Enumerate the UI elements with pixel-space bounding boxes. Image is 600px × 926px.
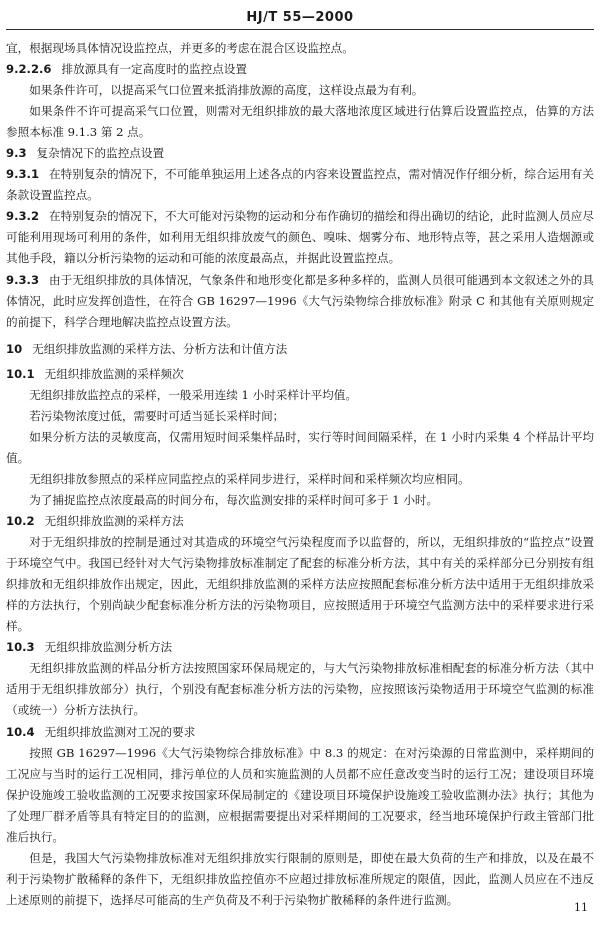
section-text: 由于无组织排放的具体情况，气象条件和地形变化都是多种多样的，监测人员很可能遇到本文叙述之外的具体情况，此时应发挥创造性，在符合 GB 16297—1996《大气污染物综合排放标准》附录 C 和其他有关原则规定的前提下，科学合理地解决监控点设置方法。 <box>6 272 594 329</box>
document-body <box>6 38 594 911</box>
numbered-clause <box>6 206 594 269</box>
paragraph: 但是，我国大气污染物排放标准对无组织排放实行限制的原则是，即使在最大负荷的生产和排放，以及在最不利于污染物扩散稀释的条件下，无组织排放监控值亦不应超过排放标准所规定的限值，因此，监测人员应在不违反上述原则的前提下，选择尽可能高的生产负荷及不利于污染物扩散稀释的条件进行监测。 <box>6 850 594 907</box>
paragraph: 对于无组织排放的控制是通过对其造成的环境空气污染程度而予以监督的，所以，无组织排放的“监控点”设置于环境空气中。我国已经针对大气污染物排放标准制定了配套的标准分析方法，其中有关的采样部分已分别按有组织排放和无组织排放作出规定，因此，无组织排放监测的采样方法应按照配套标准分析方法中适用于无组织排放采样的方法执行，个别尚缺少配套标准分析方法的污染物项目，应按照适用于环境空气监测方法中的采样要求进行采样。 <box>6 535 594 634</box>
paragraph: 无组织排放参照点的采样应同监控点的采样同步进行，采样时间和采样频次均应相同。 <box>29 471 470 486</box>
section-number: 10 <box>6 341 23 356</box>
document-code-header: HJ/T 55—2000 <box>246 10 354 25</box>
section-text: 无组织排放监测分析方法 <box>44 640 173 655</box>
section-heading <box>6 59 594 80</box>
section-number: 9.2.2.6 <box>6 62 52 77</box>
section-heading <box>6 511 594 532</box>
section-number: 9.3.3 <box>6 272 40 287</box>
section-number: 10.3 <box>6 640 35 655</box>
section-heading <box>6 364 594 385</box>
page-number: 11 <box>574 901 588 914</box>
section-number: 9.3.1 <box>6 167 40 182</box>
section-text: 复杂情况下的监控点设置 <box>36 146 165 161</box>
paragraph: 按照 GB 16297—1996《大气污染物综合排放标准》中 8.3 的规定：在对污染源的日常监测中，采样期间的工况应与当时的运行工况相同，排污单位的人员和实施监测的人员都不应任意改变当时的运行工况；建设项目环境保护设施竣工验收监测的工况要求按国家环保局制定的《建设项目环境保护设施竣工验收监测办法》执行；其他为了处理厂群矛盾等具有特定目的的监测，应根据需要提出对采样期间的工况要求，经当地环境保护行政主管部门批准后执行。 <box>6 745 594 844</box>
section-text: 无组织排放监测的采样频次 <box>44 366 184 381</box>
paragraph: 若污染物浓度过低，需要时可适当延长采样时间； <box>29 408 285 423</box>
section-number: 9.3 <box>6 146 27 161</box>
numbered-clause <box>6 164 594 206</box>
section-text: 无组织排放监测的采样方法、分析方法和计值方法 <box>32 341 288 356</box>
paragraph: 如果分析方法的灵敏度高，仅需用短时间采集样品时，实行等时间间隔采样，在 1 小时内采集 4 个样品计平均值。 <box>6 429 594 465</box>
chapter-heading <box>6 339 594 360</box>
section-number: 9.3.2 <box>6 209 40 224</box>
section-text: 排放源具有一定高度时的监控点设置 <box>61 62 247 77</box>
section-text: 无组织排放监测对工况的要求 <box>44 724 196 739</box>
header-rule <box>6 29 594 30</box>
section-heading <box>6 637 594 658</box>
paragraph: 如果条件不许可提高采气口位置，则需对无组织排放的最大落地浓度区域进行估算后设置监控点，估算的方法参照本标准 9.1.3 第 2 点。 <box>6 104 594 140</box>
paragraph: 如果条件许可，以提高采气口位置来抵消排放源的高度，这样设点最为有利。 <box>29 83 424 98</box>
paragraph: 无组织排放监控点的采样，一般采用连续 1 小时采样计平均值。 <box>29 387 357 402</box>
numbered-clause <box>6 270 594 333</box>
section-heading <box>6 143 594 164</box>
section-text: 无组织排放监测的采样方法 <box>44 514 184 529</box>
section-heading <box>6 722 594 743</box>
paragraph-continuation: 宜，根据现场具体情况设监控点，并更多的考虑在混合区设监控点。 <box>6 41 354 55</box>
section-text: 在特别复杂的情况下，不可能单独运用上述各点的内容来设置监控点，需对情况作仔细分析，综合运用有关条款设置监控点。 <box>6 167 594 203</box>
section-number: 10.2 <box>6 514 35 529</box>
section-number: 10.4 <box>6 724 35 739</box>
section-number: 10.1 <box>6 366 35 381</box>
paragraph: 无组织排放监测的样品分析方法按照国家环保局规定的，与大气污染物排放标准相配套的标准分析方法（其中适用于无组织排放部分）执行，个别没有配套标准分析方法的污染物，应按照该污染物适用于环境空气监测的标准（或统一）分析方法执行。 <box>6 661 594 718</box>
paragraph: 为了捕捉监控点浓度最高的时间分布，每次监测安排的采样时间可多于 1 小时。 <box>29 492 439 507</box>
section-text: 在特别复杂的情况下，不大可能对污染物的运动和分布作确切的描绘和得出确切的结论，此时监测人员应尽可能利用现场可利用的条件，如利用无组织排放废气的颜色、嗅味、烟雾分布、地形特点等，甚之采用人造烟源或其他手段，籍以分析污染物的运动和可能的浓度最高点，并据此设置监控点。 <box>6 209 594 266</box>
